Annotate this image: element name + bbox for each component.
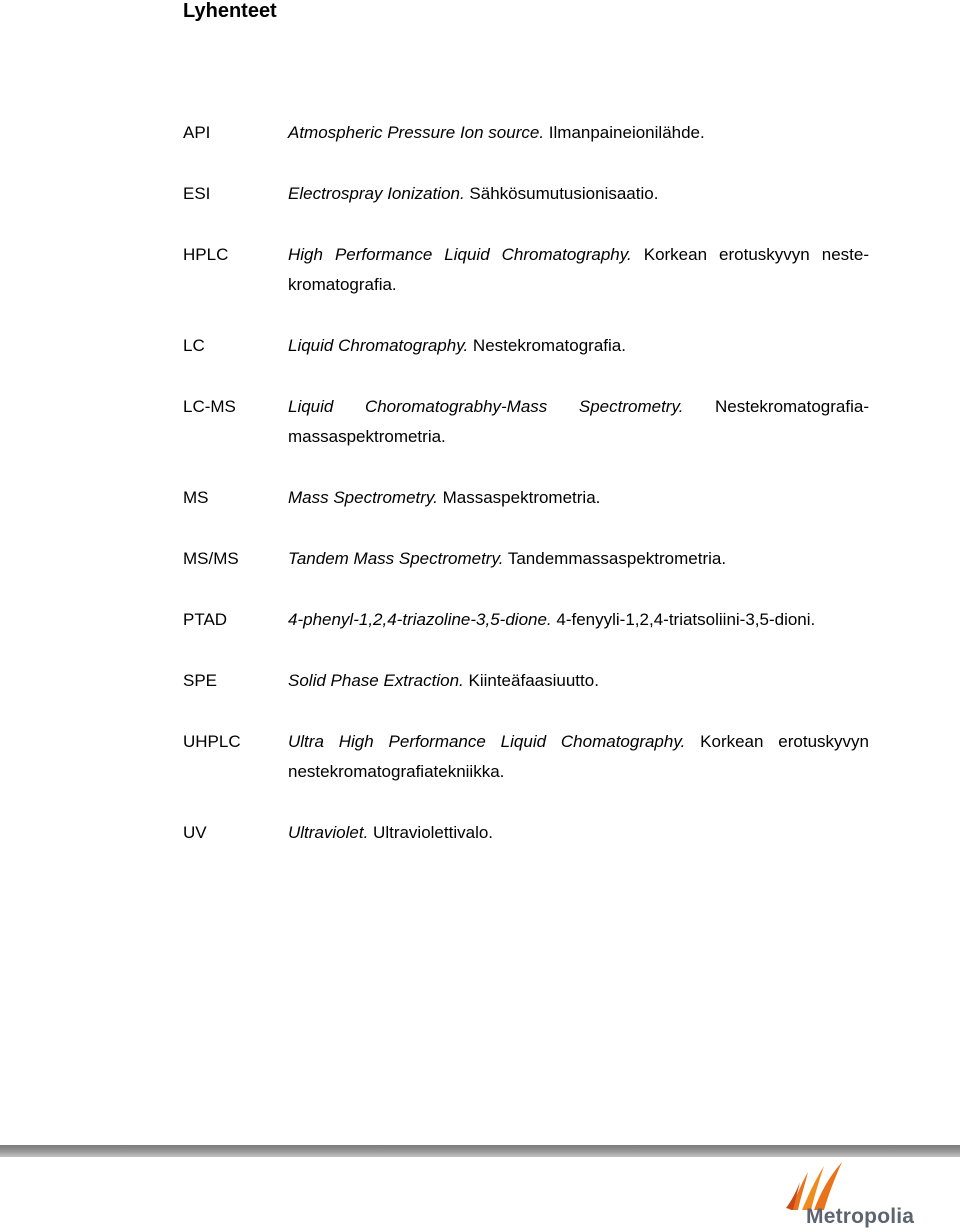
abbreviation-term: UV — [183, 823, 207, 842]
abbreviation-term: HPLC — [183, 245, 229, 264]
abbreviation-row — [183, 605, 869, 635]
metropolia-logo — [786, 1160, 936, 1232]
abbreviation-definition — [288, 240, 869, 300]
abbreviation-term: LC — [183, 336, 205, 355]
finnish-term: Massaspektrometria. — [437, 488, 601, 507]
english-term: Liquid Choromatograbhy-Mass Spectrometry. — [288, 397, 684, 416]
abbreviation-term: LC-MS — [183, 397, 236, 416]
abbreviation-definition — [288, 544, 869, 574]
english-term: Electrospray Ionization. — [288, 184, 465, 203]
english-term: Ultraviolet. — [288, 823, 369, 842]
finnish-term: Sähkösumutusionisaatio. — [464, 184, 659, 203]
abbreviation-term: ESI — [183, 184, 211, 203]
finnish-term: Korkean erotuskyvyn neste-kromatografia. — [288, 245, 869, 294]
finnish-term: 4-fenyyli-1,2,4-triatsoliini-3,5-dioni. — [551, 610, 816, 629]
finnish-term: Kiinteäfaasiuutto. — [463, 671, 599, 690]
abbreviation-term: MS/MS — [183, 549, 239, 568]
english-term: 4-phenyl-1,2,4-triazoline-3,5-dione. — [288, 610, 552, 629]
abbreviation-definition — [288, 818, 869, 848]
abbreviation-row — [183, 483, 869, 513]
metropolia-wordmark: Metropolia — [806, 1205, 915, 1228]
english-term: Liquid Chromatography. — [288, 336, 469, 355]
abbreviation-definition — [288, 331, 869, 361]
abbreviation-row — [183, 727, 869, 787]
finnish-term: Ilmanpaineionilähde. — [544, 123, 705, 142]
abbreviation-row — [183, 544, 869, 574]
finnish-term: Ultraviolettivalo. — [368, 823, 494, 842]
english-term: Tandem Mass Spectrometry. — [288, 549, 504, 568]
abbreviation-definition — [288, 666, 869, 696]
page-title: Lyhenteet — [183, 0, 277, 22]
abbreviation-term: MS — [183, 488, 209, 507]
finnish-term: Korkean erotuskyvyn nestekromatografiatekniikka. — [288, 732, 870, 781]
abbreviation-row — [183, 118, 869, 148]
abbreviation-row — [183, 666, 869, 696]
english-term: Mass Spectrometry. — [288, 488, 438, 507]
english-term: Ultra High Performance Liquid Chomatography. — [288, 732, 686, 751]
abbreviation-definition — [288, 483, 869, 513]
abbreviation-row — [183, 240, 869, 300]
abbreviation-list — [183, 118, 869, 879]
footer-divider-bar — [0, 1145, 960, 1157]
abbreviation-row — [183, 818, 869, 848]
abbreviation-term: API — [183, 123, 211, 142]
abbreviation-row — [183, 179, 869, 209]
abbreviation-definition — [288, 179, 869, 209]
abbreviation-definition — [288, 727, 869, 787]
abbreviation-term: SPE — [183, 671, 218, 690]
abbreviation-definition — [288, 605, 869, 635]
finnish-term: Nestekromatografia-massaspektrometria. — [288, 397, 869, 446]
abbreviation-term: PTAD — [183, 610, 228, 629]
abbreviation-definition — [288, 118, 869, 148]
abbreviation-row — [183, 392, 869, 452]
abbreviation-row — [183, 331, 869, 361]
finnish-term: Nestekromatografia. — [468, 336, 626, 355]
english-term: Atmospheric Pressure Ion source. — [288, 123, 545, 142]
english-term: High Performance Liquid Chromatography. — [288, 245, 632, 264]
english-term: Solid Phase Extraction. — [288, 671, 464, 690]
finnish-term: Tandemmassaspektrometria. — [503, 549, 727, 568]
abbreviation-term: UHPLC — [183, 732, 241, 751]
abbreviation-definition — [288, 392, 869, 452]
